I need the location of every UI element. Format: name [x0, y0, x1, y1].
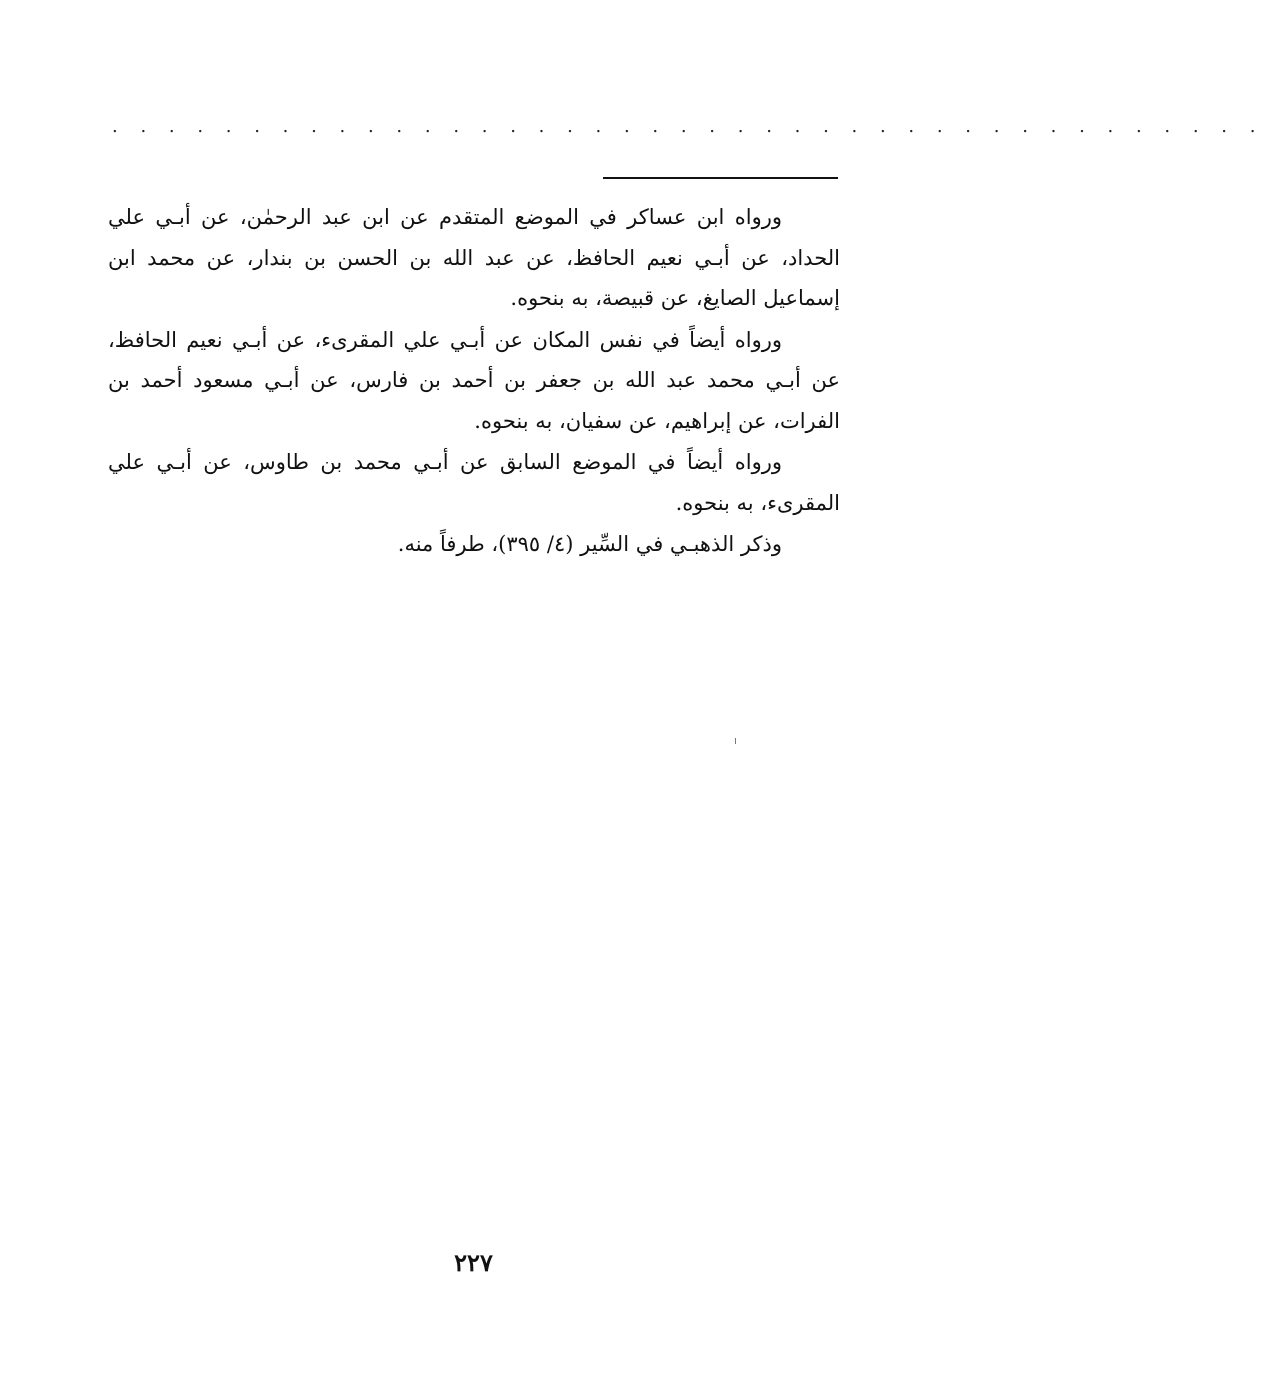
dotted-separator: . . . . . . . . . . . . . . . . . . . . . . . . . . . . . . . . . . . . . . . . .: [112, 116, 1264, 137]
paragraph: ورواه ابن عساكر في الموضع المتقدم عن ابن عبد الرحمٰن، عن أبـي علي الحداد، عن أبـي نعيم الحافظ، عن عبد الله بن الحسن بن بندار، عن محمد ابن إسماعيل الصايغ، عن قبيصة، به بنحوه.: [108, 205, 840, 310]
footnote-rule: [603, 177, 838, 179]
body-text: [108, 197, 840, 565]
paragraph: ورواه أيضاً في نفس المكان عن أبـي علي المقرىء، عن أبـي نعيم الحافظ، عن أبـي محمد عبد الله بن جعفر بن أحمد بن فارس، عن أبـي مسعود أحمد بن الفرات، عن إبراهيم، عن سفيان، به بنحوه.: [108, 327, 840, 433]
paragraph: ورواه أيضاً في الموضع السابق عن أبـي محمد بن طاوس، عن أبـي علي المقرىء، به بنحوه.: [108, 450, 840, 515]
paragraph: وذكر الذهبـي في السِّير (٤/ ٣٩٥)، طرفاً منه.: [397, 532, 782, 556]
scan-speck: [735, 738, 736, 744]
page-number: ٢٢٧: [454, 1248, 493, 1277]
